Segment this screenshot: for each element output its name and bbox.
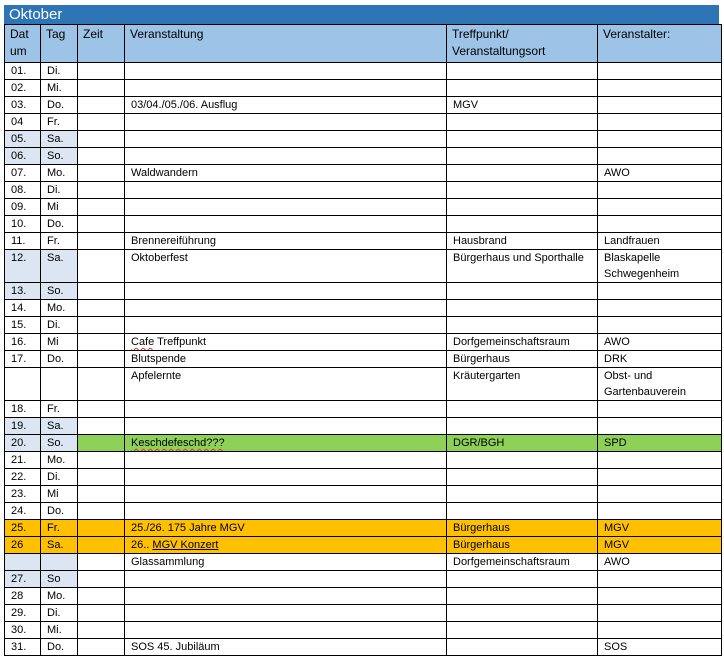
cell-veranstalter: DRK bbox=[598, 351, 722, 368]
cell-ort: Dorfgemeinschaftsraum bbox=[447, 554, 598, 571]
cell-datum: 30. bbox=[5, 622, 41, 639]
cell-tag: Di. bbox=[41, 469, 78, 486]
table-row bbox=[5, 233, 722, 250]
cell-veranstalter: Landfrauen bbox=[598, 233, 722, 250]
cell-zeit bbox=[78, 199, 125, 216]
cell-veranstalter bbox=[598, 131, 722, 148]
cell-ort bbox=[447, 639, 598, 656]
cell-zeit bbox=[78, 131, 125, 148]
table-row bbox=[5, 622, 722, 639]
cell-veranstaltung bbox=[125, 503, 447, 520]
cell-veranstalter bbox=[598, 199, 722, 216]
cell-zeit bbox=[78, 216, 125, 233]
cell-veranstalter bbox=[598, 588, 722, 605]
cell-veranstaltung bbox=[125, 63, 447, 80]
table-row bbox=[5, 452, 722, 469]
cell-tag: Do. bbox=[41, 639, 78, 656]
column-header-datum: Dat um bbox=[5, 25, 41, 63]
cell-ort bbox=[447, 182, 598, 199]
cell-ort bbox=[447, 63, 598, 80]
cell-datum: 25. bbox=[5, 520, 41, 537]
cell-veranstaltung: Oktoberfest bbox=[125, 250, 447, 283]
table-row bbox=[5, 588, 722, 605]
cell-ort bbox=[447, 300, 598, 317]
column-header-tag: Tag bbox=[41, 25, 78, 63]
table-row bbox=[5, 216, 722, 233]
cell-veranstalter: AWO bbox=[598, 554, 722, 571]
cell-veranstaltung bbox=[125, 469, 447, 486]
cell-veranstaltung bbox=[125, 452, 447, 469]
column-header-veranstaltung: Veranstaltung bbox=[125, 25, 447, 63]
table-row bbox=[5, 250, 722, 283]
cell-veranstalter bbox=[598, 622, 722, 639]
cell-ort: Hausbrand bbox=[447, 233, 598, 250]
cell-ort bbox=[447, 588, 598, 605]
cell-zeit bbox=[78, 452, 125, 469]
cell-datum: 17. bbox=[5, 351, 41, 368]
cell-zeit bbox=[78, 283, 125, 300]
cell-veranstalter bbox=[598, 317, 722, 334]
cell-datum: 12. bbox=[5, 250, 41, 283]
cell-veranstaltung bbox=[125, 588, 447, 605]
cell-datum: 15. bbox=[5, 317, 41, 334]
cell-zeit bbox=[78, 351, 125, 368]
header-row bbox=[5, 25, 722, 63]
cell-zeit bbox=[78, 486, 125, 503]
cell-zeit bbox=[78, 80, 125, 97]
cell-datum bbox=[5, 554, 41, 571]
cell-datum: 21. bbox=[5, 452, 41, 469]
cell-tag: So bbox=[41, 571, 78, 588]
cell-zeit bbox=[78, 250, 125, 283]
column-header-zeit: Zeit bbox=[78, 25, 125, 63]
cell-veranstaltung: 25./26. 175 Jahre MGV bbox=[125, 520, 447, 537]
cell-ort bbox=[447, 317, 598, 334]
cell-veranstaltung bbox=[125, 317, 447, 334]
column-header-ort: Treffpunkt/ Veranstaltungsort bbox=[447, 25, 598, 63]
month-title: Oktober bbox=[4, 5, 719, 24]
cell-zeit bbox=[78, 317, 125, 334]
cell-veranstaltung: Brennereiführung bbox=[125, 233, 447, 250]
cell-zeit bbox=[78, 605, 125, 622]
cell-veranstalter: Blaskapelle Schwegenheim bbox=[598, 250, 722, 283]
table-row bbox=[5, 554, 722, 571]
cell-veranstalter bbox=[598, 418, 722, 435]
cell-tag: Di. bbox=[41, 317, 78, 334]
cell-veranstalter bbox=[598, 469, 722, 486]
table-row bbox=[5, 199, 722, 216]
cell-veranstalter bbox=[598, 97, 722, 114]
cell-datum: 20. bbox=[5, 435, 41, 452]
table-row bbox=[5, 469, 722, 486]
cell-veranstalter bbox=[598, 80, 722, 97]
cell-zeit bbox=[78, 63, 125, 80]
underlined-text: MGV Konzert bbox=[152, 539, 219, 551]
cell-ort: Bürgerhaus und Sporthalle bbox=[447, 250, 598, 283]
cell-ort bbox=[447, 571, 598, 588]
cell-tag: Mi. bbox=[41, 80, 78, 97]
table-row bbox=[5, 63, 722, 80]
cell-tag: Mi bbox=[41, 334, 78, 351]
table-row bbox=[5, 503, 722, 520]
table-row bbox=[5, 571, 722, 588]
cell-tag: Mi bbox=[41, 199, 78, 216]
cell-veranstalter: AWO bbox=[598, 165, 722, 182]
cell-tag: Do. bbox=[41, 97, 78, 114]
cell-tag: Mo. bbox=[41, 165, 78, 182]
cell-tag: Di. bbox=[41, 63, 78, 80]
cell-ort bbox=[447, 605, 598, 622]
table-row bbox=[5, 334, 722, 351]
cell-datum: 10. bbox=[5, 216, 41, 233]
table-row bbox=[5, 418, 722, 435]
cell-tag: So. bbox=[41, 283, 78, 300]
table-row bbox=[5, 401, 722, 418]
cell-zeit bbox=[78, 165, 125, 182]
cell-zeit bbox=[78, 401, 125, 418]
cell-datum: 02. bbox=[5, 80, 41, 97]
cell-ort bbox=[447, 622, 598, 639]
cell-tag: Fr. bbox=[41, 114, 78, 131]
cell-datum: 13. bbox=[5, 283, 41, 300]
table-row bbox=[5, 80, 722, 97]
cell-ort bbox=[447, 452, 598, 469]
cell-tag: Fr. bbox=[41, 520, 78, 537]
cell-ort bbox=[447, 401, 598, 418]
cell-zeit bbox=[78, 435, 125, 452]
cell-datum: 27. bbox=[5, 571, 41, 588]
cell-zeit bbox=[78, 114, 125, 131]
table-row bbox=[5, 520, 722, 537]
cell-datum: 14. bbox=[5, 300, 41, 317]
table-row bbox=[5, 114, 722, 131]
table-row bbox=[5, 537, 722, 554]
cell-ort: Dorfgemeinschaftsraum bbox=[447, 334, 598, 351]
cell-zeit bbox=[78, 300, 125, 317]
cell-zeit bbox=[78, 571, 125, 588]
cell-veranstaltung: Blutspende bbox=[125, 351, 447, 368]
cell-datum: 11. bbox=[5, 233, 41, 250]
cell-zeit bbox=[78, 334, 125, 351]
cell-tag: Sa. bbox=[41, 537, 78, 554]
cell-veranstalter: SPD bbox=[598, 435, 722, 452]
cell-ort bbox=[447, 114, 598, 131]
table-row bbox=[5, 283, 722, 300]
cell-datum: 28 bbox=[5, 588, 41, 605]
cell-ort: Kräutergarten bbox=[447, 368, 598, 401]
table-row bbox=[5, 131, 722, 148]
cell-tag: Mi. bbox=[41, 622, 78, 639]
cell-tag: Fr. bbox=[41, 233, 78, 250]
cell-tag: Sa. bbox=[41, 418, 78, 435]
cell-ort bbox=[447, 486, 598, 503]
cell-veranstalter: AWO bbox=[598, 334, 722, 351]
table-row bbox=[5, 182, 722, 199]
cell-veranstalter: SOS bbox=[598, 639, 722, 656]
cell-ort: Bürgerhaus bbox=[447, 520, 598, 537]
cell-veranstaltung bbox=[125, 435, 447, 452]
cell-tag: So. bbox=[41, 148, 78, 165]
cell-veranstaltung bbox=[125, 418, 447, 435]
table-row bbox=[5, 639, 722, 656]
table-row bbox=[5, 317, 722, 334]
table-row bbox=[5, 486, 722, 503]
cell-veranstaltung: 26.. MGV Konzert bbox=[125, 537, 447, 554]
cell-zeit bbox=[78, 469, 125, 486]
cell-veranstaltung bbox=[125, 486, 447, 503]
table-row bbox=[5, 368, 722, 401]
cell-veranstaltung bbox=[125, 571, 447, 588]
cell-veranstaltung bbox=[125, 283, 447, 300]
cell-datum bbox=[5, 368, 41, 401]
cell-ort bbox=[447, 148, 598, 165]
cell-veranstaltung bbox=[125, 148, 447, 165]
spelling-underline: Keschdefeschd??? bbox=[131, 437, 225, 449]
cell-tag: Mi bbox=[41, 486, 78, 503]
cell-datum: 04 bbox=[5, 114, 41, 131]
cell-ort bbox=[447, 80, 598, 97]
cell-ort bbox=[447, 216, 598, 233]
cell-veranstalter bbox=[598, 283, 722, 300]
cell-veranstaltung bbox=[125, 199, 447, 216]
cell-tag: Do. bbox=[41, 351, 78, 368]
cell-veranstaltung: Cafe Treffpunkt bbox=[125, 334, 447, 351]
cell-veranstaltung bbox=[125, 300, 447, 317]
cell-veranstaltung bbox=[125, 114, 447, 131]
cell-veranstaltung: SOS 45. Jubiläum bbox=[125, 639, 447, 656]
cell-veranstalter bbox=[598, 486, 722, 503]
cell-datum: 18. bbox=[5, 401, 41, 418]
cell-veranstalter bbox=[598, 300, 722, 317]
cell-datum: 23. bbox=[5, 486, 41, 503]
cell-veranstaltung bbox=[125, 80, 447, 97]
cell-veranstaltung: 03/04./05./06. Ausflug bbox=[125, 97, 447, 114]
spelling-underline: Cafe bbox=[131, 336, 155, 348]
cell-veranstalter bbox=[598, 452, 722, 469]
table-row bbox=[5, 605, 722, 622]
cell-ort: MGV bbox=[447, 97, 598, 114]
cell-ort: Bürgerhaus bbox=[447, 351, 598, 368]
cell-veranstalter: MGV bbox=[598, 520, 722, 537]
cell-veranstalter bbox=[598, 401, 722, 418]
cell-datum: 16. bbox=[5, 334, 41, 351]
cell-ort bbox=[447, 199, 598, 216]
table-row bbox=[5, 351, 722, 368]
cell-veranstaltung bbox=[125, 401, 447, 418]
cell-ort bbox=[447, 165, 598, 182]
cell-veranstaltung: Glassammlung bbox=[125, 554, 447, 571]
table-row bbox=[5, 165, 722, 182]
cell-datum: 01. bbox=[5, 63, 41, 80]
cell-tag: Do. bbox=[41, 503, 78, 520]
cell-tag: Di. bbox=[41, 605, 78, 622]
cell-datum: 08. bbox=[5, 182, 41, 199]
cell-zeit bbox=[78, 554, 125, 571]
cell-tag: So. bbox=[41, 435, 78, 452]
cell-zeit bbox=[78, 233, 125, 250]
cell-veranstaltung bbox=[125, 605, 447, 622]
table-body bbox=[5, 63, 722, 656]
cell-veranstalter bbox=[598, 503, 722, 520]
cell-datum: 22. bbox=[5, 469, 41, 486]
cell-datum: 26 bbox=[5, 537, 41, 554]
cell-datum: 24. bbox=[5, 503, 41, 520]
cell-tag: Do. bbox=[41, 216, 78, 233]
cell-zeit bbox=[78, 520, 125, 537]
column-header-veranstalter: Veranstalter: bbox=[598, 25, 722, 63]
cell-veranstaltung: Apfelernte bbox=[125, 368, 447, 401]
cell-zeit bbox=[78, 182, 125, 199]
cell-datum: 03. bbox=[5, 97, 41, 114]
cell-zeit bbox=[78, 622, 125, 639]
cell-datum: 06. bbox=[5, 148, 41, 165]
event-calendar-table bbox=[4, 24, 722, 656]
cell-ort bbox=[447, 418, 598, 435]
cell-ort bbox=[447, 503, 598, 520]
cell-datum: 05. bbox=[5, 131, 41, 148]
cell-veranstalter: Obst- und Gartenbauverein bbox=[598, 368, 722, 401]
cell-tag: Mo. bbox=[41, 300, 78, 317]
cell-datum: 31. bbox=[5, 639, 41, 656]
cell-veranstalter bbox=[598, 571, 722, 588]
cell-veranstalter: MGV bbox=[598, 537, 722, 554]
cell-tag: Mo. bbox=[41, 452, 78, 469]
cell-veranstalter bbox=[598, 216, 722, 233]
cell-ort: DGR/BGH bbox=[447, 435, 598, 452]
cell-tag: Di. bbox=[41, 182, 78, 199]
table-row bbox=[5, 97, 722, 114]
cell-datum: 19. bbox=[5, 418, 41, 435]
cell-zeit bbox=[78, 639, 125, 656]
cell-tag: Fr. bbox=[41, 401, 78, 418]
cell-veranstaltung bbox=[125, 131, 447, 148]
cell-datum: 07. bbox=[5, 165, 41, 182]
table-row bbox=[5, 148, 722, 165]
cell-zeit bbox=[78, 588, 125, 605]
cell-veranstalter bbox=[598, 114, 722, 131]
cell-ort: Bürgerhaus bbox=[447, 537, 598, 554]
cell-zeit bbox=[78, 503, 125, 520]
cell-datum: 09. bbox=[5, 199, 41, 216]
cell-veranstaltung bbox=[125, 622, 447, 639]
cell-zeit bbox=[78, 97, 125, 114]
table-row bbox=[5, 300, 722, 317]
cell-veranstaltung bbox=[125, 182, 447, 199]
cell-tag bbox=[41, 368, 78, 401]
cell-zeit bbox=[78, 418, 125, 435]
cell-veranstaltung: Waldwandern bbox=[125, 165, 447, 182]
cell-tag: Sa. bbox=[41, 131, 78, 148]
cell-veranstaltung bbox=[125, 216, 447, 233]
cell-veranstalter bbox=[598, 63, 722, 80]
cell-datum: 29. bbox=[5, 605, 41, 622]
cell-ort bbox=[447, 469, 598, 486]
cell-veranstalter bbox=[598, 605, 722, 622]
cell-tag bbox=[41, 554, 78, 571]
cell-veranstalter bbox=[598, 182, 722, 199]
cell-tag: Mo. bbox=[41, 588, 78, 605]
cell-tag: Sa. bbox=[41, 250, 78, 283]
cell-zeit bbox=[78, 537, 125, 554]
table-row bbox=[5, 435, 722, 452]
cell-veranstalter bbox=[598, 148, 722, 165]
cell-zeit bbox=[78, 368, 125, 401]
cell-ort bbox=[447, 283, 598, 300]
cell-ort bbox=[447, 131, 598, 148]
cell-zeit bbox=[78, 148, 125, 165]
